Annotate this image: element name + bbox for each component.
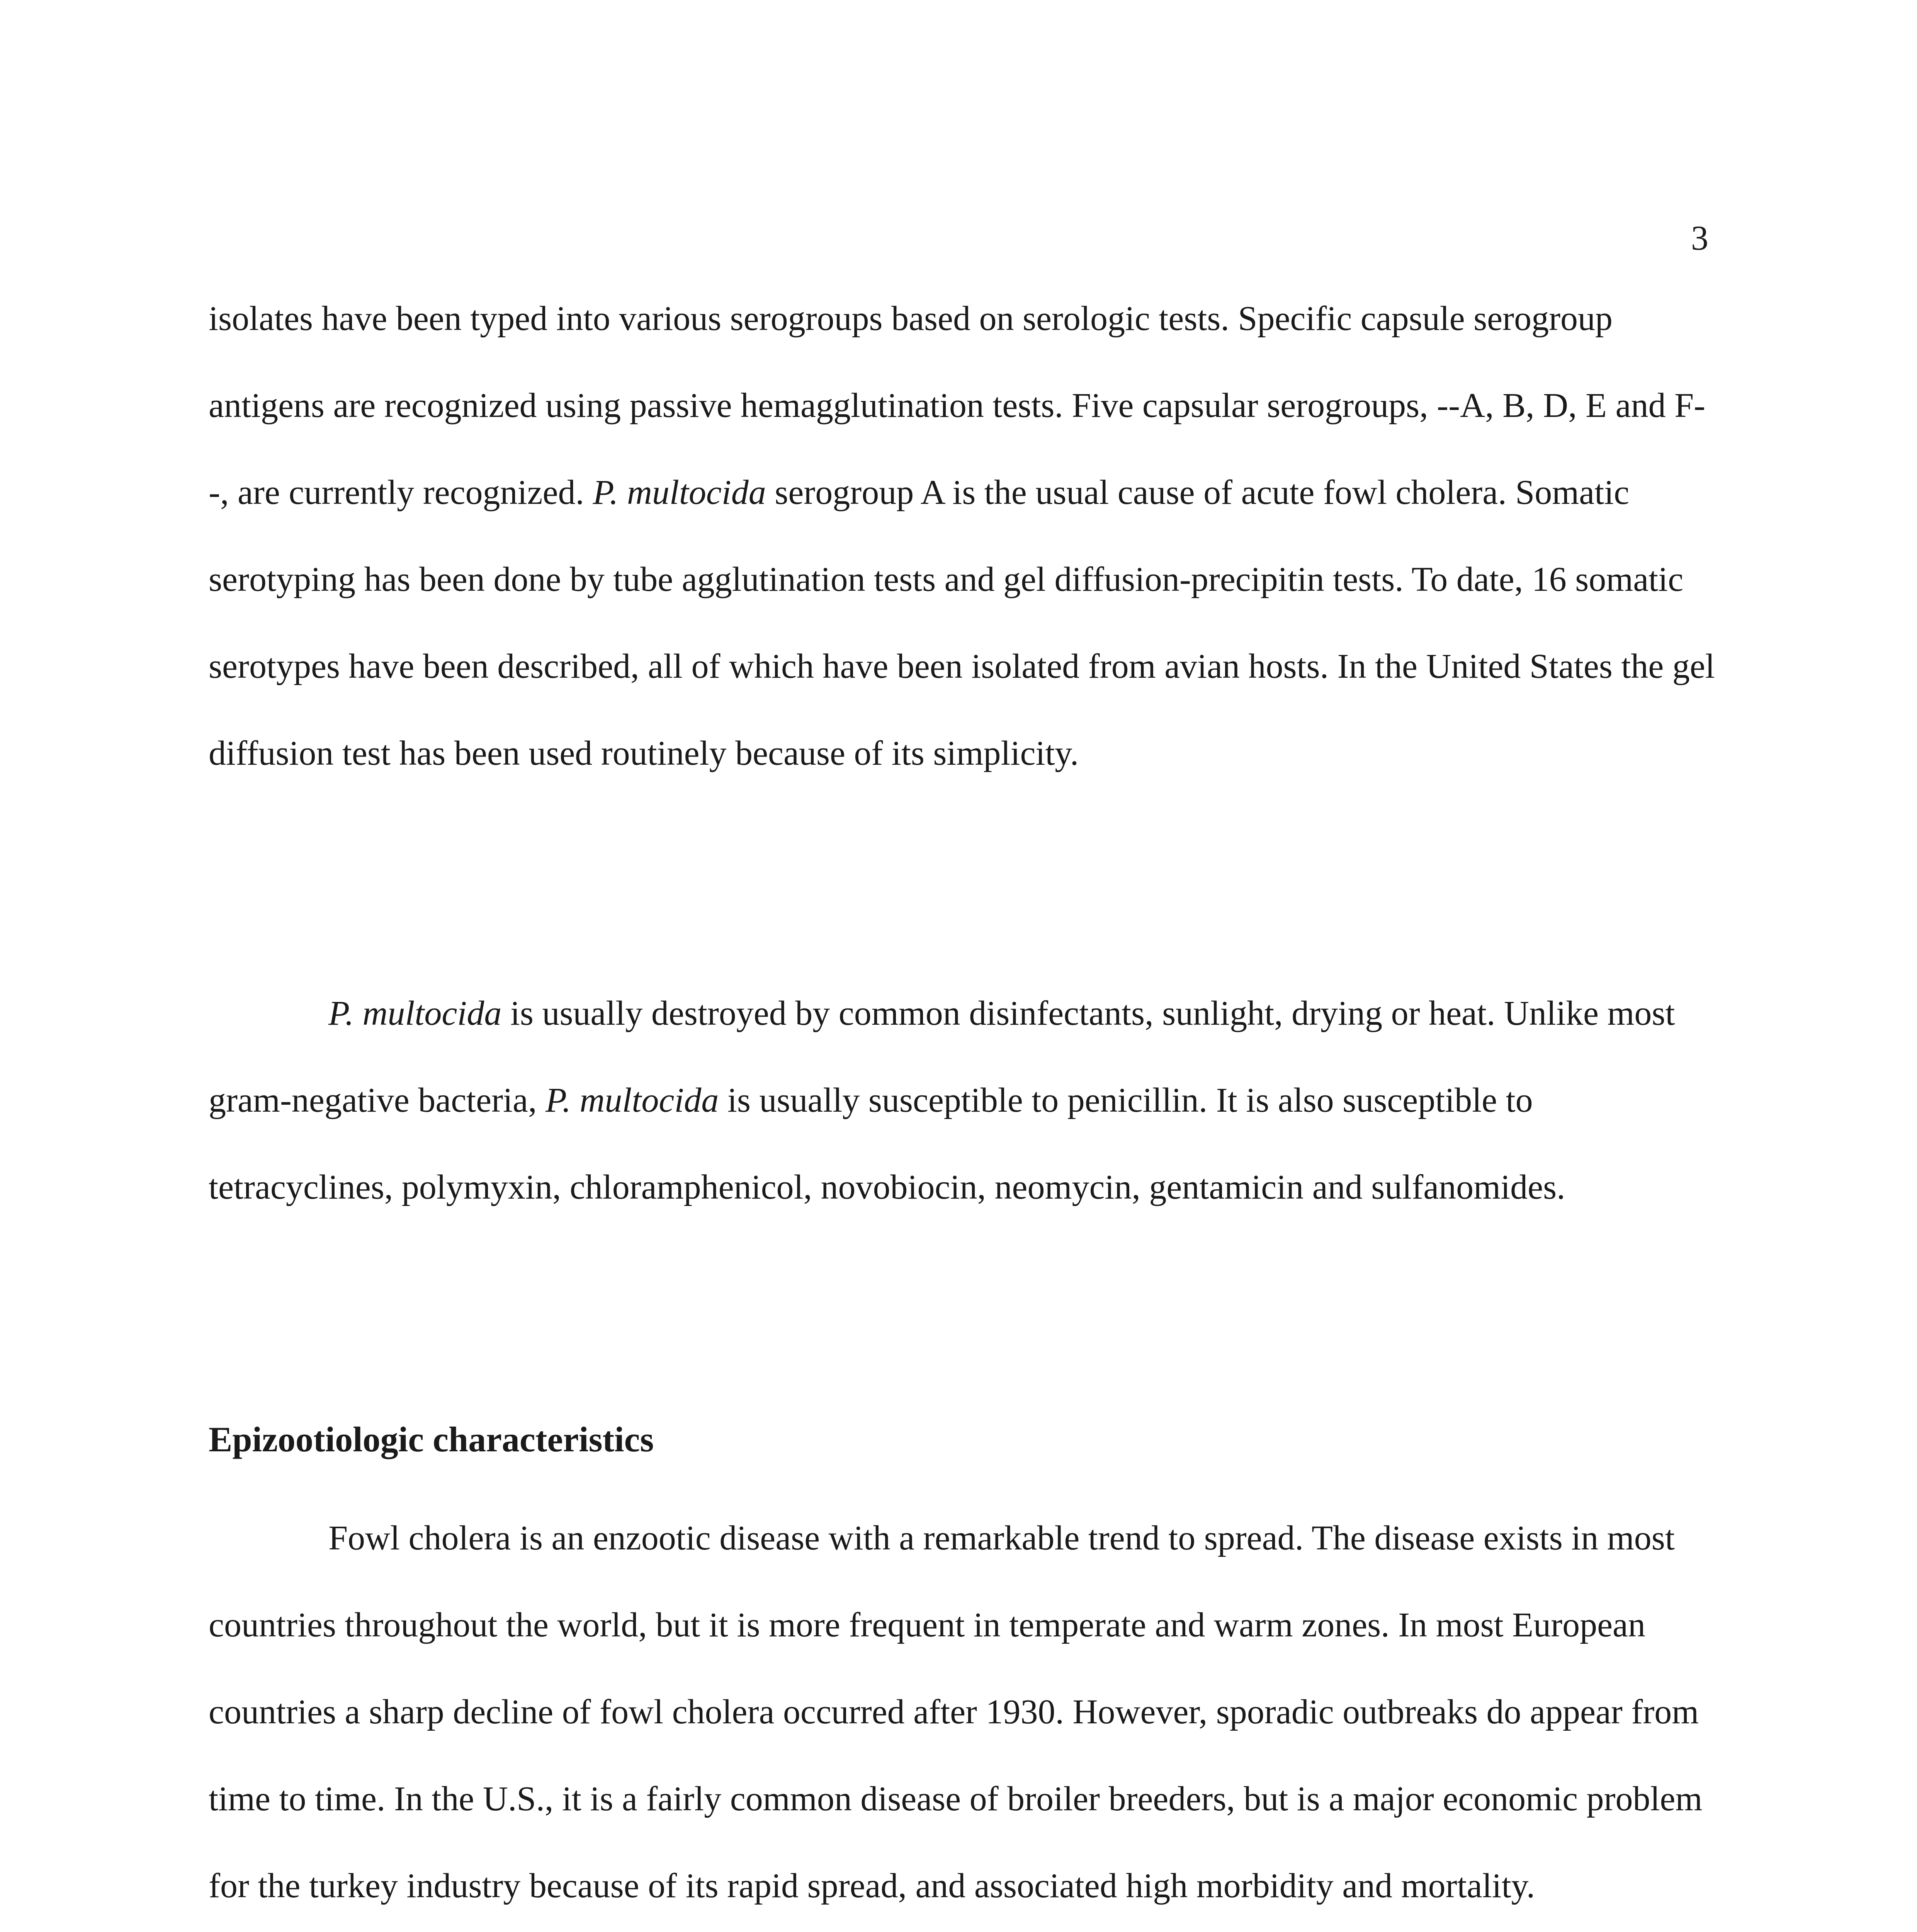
section-heading: Epizootiologic characteristics: [209, 1420, 654, 1459]
paragraph-serogroups: [209, 275, 1715, 797]
page-number: 3: [1691, 219, 1708, 257]
species-name: P. multocida: [546, 1081, 719, 1119]
paragraph-epizootiology: Fowl cholera is an enzootic disease with a remarkable trend to spread. The disease exists in most countries throughout the world, but it is more frequent in temperate and warm zones. In most European countries a sharp decline of fowl cholera occurred after 1930. However, sporadic outbreaks do appear from time to time. In the U.S., it is a fairly common disease of broiler breeders, but is a major economic problem for the turkey industry because of its rapid spread, and associated high morbidity and mortality.: [209, 1519, 1703, 1905]
species-name: P. multocida: [593, 473, 766, 512]
paragraph-text: isolates have been typed into various serogroups based on serologic tests. Specific capsule serogroup antigens are recognized using passive hemagglutination tests. Five capsular serogroups, --A, B, D, E and F--, are currently recognized.: [209, 299, 1706, 512]
paragraph-text: serogroup A is the usual cause of acute fowl cholera. Somatic serotyping has been done by tube agglutination tests and gel diffusion-precipitin tests. To date, 16 somatic serotypes have been described, all of which have been isolated from avian hosts. In the United States the gel diffusion test has been used routinely because of its simplicity.: [209, 473, 1715, 772]
species-name: P. multocida: [328, 994, 502, 1032]
paragraph-susceptibility: [209, 970, 1715, 1231]
paragraph-text: is usually destroyed by common disinfectants, sunlight, drying or heat. Unlike most gram-negative bacteria,: [209, 994, 1675, 1119]
paragraph-text: is usually susceptible to penicillin. It is also susceptible to tetracyclines, polymyxin, chloramphenicol, novobiocin, neomycin, gentamicin and sulfanomides.: [209, 1081, 1565, 1206]
